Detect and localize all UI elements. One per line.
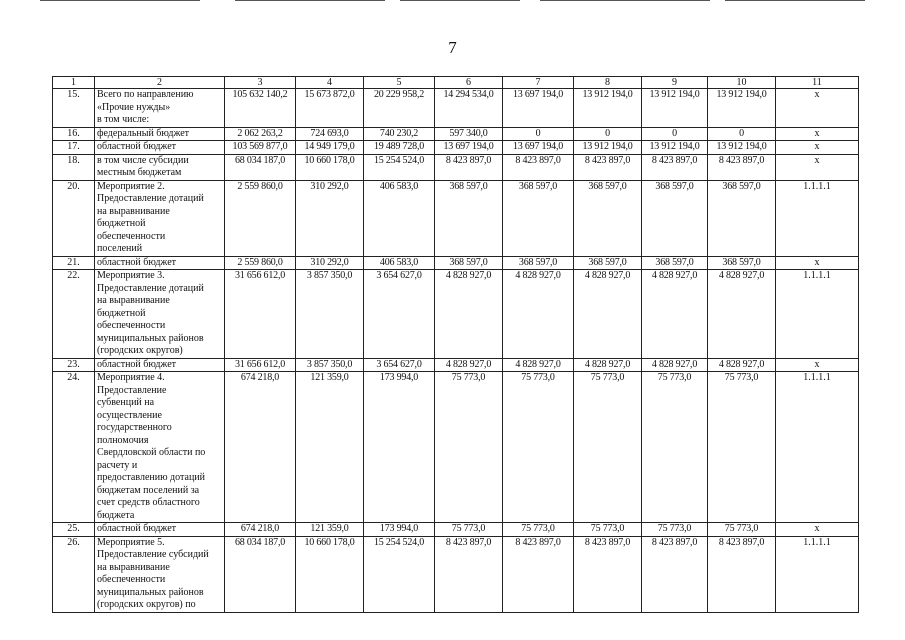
row-name: областной бюджет	[95, 141, 225, 155]
row-value: 2 062 263,2	[225, 127, 296, 141]
row-value: 8 423 897,0	[642, 154, 708, 180]
row-value: 368 597,0	[708, 256, 776, 270]
row-value: 3 654 627,0	[364, 358, 435, 372]
row-value: 103 569 877,0	[225, 141, 296, 155]
row-value: 75 773,0	[435, 523, 503, 537]
row-value: 8 423 897,0	[574, 154, 642, 180]
row-number: 15.	[53, 89, 95, 128]
row-value: 3 857 350,0	[296, 358, 364, 372]
row-value: 13 697 194,0	[503, 89, 574, 128]
row-value: 4 828 927,0	[574, 358, 642, 372]
row-value: 0	[574, 127, 642, 141]
row-value: 368 597,0	[503, 180, 574, 256]
row-name: Мероприятие 2. Предоставление дотаций на выравнивание бюджетной обеспеченности поселений	[95, 180, 225, 256]
row-value: 31 656 612,0	[225, 358, 296, 372]
row-value: 13 912 194,0	[708, 141, 776, 155]
row-value: 4 828 927,0	[642, 358, 708, 372]
row-value: 20 229 958,2	[364, 89, 435, 128]
row-value: 674 218,0	[225, 523, 296, 537]
row-code: x	[776, 89, 859, 128]
row-value: 31 656 612,0	[225, 270, 296, 359]
row-value: 406 583,0	[364, 256, 435, 270]
column-number: 9	[642, 77, 708, 89]
row-code: 1.1.1.1	[776, 372, 859, 523]
row-value: 4 828 927,0	[708, 270, 776, 359]
row-value: 368 597,0	[708, 180, 776, 256]
row-value: 4 828 927,0	[708, 358, 776, 372]
row-value: 368 597,0	[435, 180, 503, 256]
row-value: 8 423 897,0	[435, 536, 503, 612]
row-value: 4 828 927,0	[435, 270, 503, 359]
row-value: 10 660 178,0	[296, 536, 364, 612]
row-value: 75 773,0	[574, 372, 642, 523]
row-number: 20.	[53, 180, 95, 256]
row-value: 368 597,0	[574, 180, 642, 256]
row-value: 368 597,0	[435, 256, 503, 270]
row-name: Всего по направлению «Прочие нужды» в том числе:	[95, 89, 225, 128]
row-value: 597 340,0	[435, 127, 503, 141]
row-name: Мероприятие 4. Предоставление субвенций на осуществление государственного полномочия Свердловской области по расчету и предоставлению дотаций бюджетам поселений за счет средств областного бюджета	[95, 372, 225, 523]
row-value: 8 423 897,0	[708, 536, 776, 612]
row-code: x	[776, 256, 859, 270]
row-value: 724 693,0	[296, 127, 364, 141]
row-value: 75 773,0	[503, 523, 574, 537]
row-number: 25.	[53, 523, 95, 537]
table-row	[53, 358, 859, 372]
row-name: в том числе субсидии местным бюджетам	[95, 154, 225, 180]
table-row	[53, 141, 859, 155]
row-value: 68 034 187,0	[225, 154, 296, 180]
column-number: 6	[435, 77, 503, 89]
row-value: 2 559 860,0	[225, 256, 296, 270]
row-value: 121 359,0	[296, 523, 364, 537]
row-value: 2 559 860,0	[225, 180, 296, 256]
column-number: 11	[776, 77, 859, 89]
table-row	[53, 372, 859, 523]
column-number: 8	[574, 77, 642, 89]
row-value: 0	[503, 127, 574, 141]
table-row	[53, 154, 859, 180]
row-code: 1.1.1.1	[776, 270, 859, 359]
row-value: 15 254 524,0	[364, 536, 435, 612]
row-value: 121 359,0	[296, 372, 364, 523]
table-row	[53, 89, 859, 128]
row-name: областной бюджет	[95, 256, 225, 270]
row-value: 310 292,0	[296, 256, 364, 270]
row-code: x	[776, 523, 859, 537]
table-row	[53, 270, 859, 359]
table-row	[53, 180, 859, 256]
row-code: 1.1.1.1	[776, 180, 859, 256]
row-value: 368 597,0	[642, 256, 708, 270]
row-number: 23.	[53, 358, 95, 372]
table-row	[53, 256, 859, 270]
row-number: 24.	[53, 372, 95, 523]
row-value: 3 654 627,0	[364, 270, 435, 359]
row-value: 105 632 140,2	[225, 89, 296, 128]
row-value: 15 673 872,0	[296, 89, 364, 128]
row-value: 75 773,0	[708, 523, 776, 537]
column-number: 4	[296, 77, 364, 89]
row-value: 75 773,0	[435, 372, 503, 523]
row-value: 13 912 194,0	[708, 89, 776, 128]
row-value: 75 773,0	[642, 523, 708, 537]
row-value: 8 423 897,0	[708, 154, 776, 180]
row-value: 368 597,0	[574, 256, 642, 270]
row-name: областной бюджет	[95, 358, 225, 372]
row-value: 75 773,0	[708, 372, 776, 523]
row-value: 8 423 897,0	[642, 536, 708, 612]
table-body	[53, 89, 859, 613]
row-value: 368 597,0	[503, 256, 574, 270]
row-number: 22.	[53, 270, 95, 359]
row-value: 75 773,0	[503, 372, 574, 523]
row-value: 75 773,0	[574, 523, 642, 537]
row-number: 18.	[53, 154, 95, 180]
row-value: 740 230,2	[364, 127, 435, 141]
row-value: 4 828 927,0	[574, 270, 642, 359]
row-value: 310 292,0	[296, 180, 364, 256]
column-number: 7	[503, 77, 574, 89]
row-name: Мероприятие 3. Предоставление дотаций на выравнивание бюджетной обеспеченности муниципальных районов (городских округов)	[95, 270, 225, 359]
row-value: 14 294 534,0	[435, 89, 503, 128]
row-value: 0	[708, 127, 776, 141]
table-row	[53, 127, 859, 141]
row-value: 13 912 194,0	[574, 141, 642, 155]
row-value: 4 828 927,0	[642, 270, 708, 359]
row-value: 19 489 728,0	[364, 141, 435, 155]
page-number: 7	[448, 38, 457, 57]
row-value: 13 912 194,0	[642, 89, 708, 128]
row-code: x	[776, 358, 859, 372]
column-number-row	[53, 77, 859, 89]
row-value: 13 697 194,0	[503, 141, 574, 155]
row-number: 16.	[53, 127, 95, 141]
row-name: областной бюджет	[95, 523, 225, 537]
row-value: 368 597,0	[642, 180, 708, 256]
row-value: 15 254 524,0	[364, 154, 435, 180]
row-value: 406 583,0	[364, 180, 435, 256]
row-code: x	[776, 154, 859, 180]
row-number: 17.	[53, 141, 95, 155]
row-number: 21.	[53, 256, 95, 270]
row-value: 68 034 187,0	[225, 536, 296, 612]
table-row	[53, 536, 859, 612]
column-number: 3	[225, 77, 296, 89]
row-value: 4 828 927,0	[503, 358, 574, 372]
table-row	[53, 523, 859, 537]
row-value: 8 423 897,0	[574, 536, 642, 612]
column-number: 5	[364, 77, 435, 89]
row-value: 4 828 927,0	[503, 270, 574, 359]
row-value: 13 912 194,0	[642, 141, 708, 155]
column-number: 1	[53, 77, 95, 89]
column-number: 10	[708, 77, 776, 89]
row-name: Мероприятие 5. Предоставление субсидий на выравнивание обеспеченности муниципальных районов (городских округов) по	[95, 536, 225, 612]
row-value: 173 994,0	[364, 523, 435, 537]
row-value: 8 423 897,0	[503, 536, 574, 612]
row-value: 10 660 178,0	[296, 154, 364, 180]
row-number: 26.	[53, 536, 95, 612]
row-code: 1.1.1.1	[776, 536, 859, 612]
row-value: 0	[642, 127, 708, 141]
column-number: 2	[95, 77, 225, 89]
row-value: 4 828 927,0	[435, 358, 503, 372]
row-code: x	[776, 127, 859, 141]
row-value: 13 697 194,0	[435, 141, 503, 155]
row-value: 3 857 350,0	[296, 270, 364, 359]
row-value: 8 423 897,0	[435, 154, 503, 180]
top-scan-rule	[0, 0, 905, 2]
row-value: 13 912 194,0	[574, 89, 642, 128]
row-value: 14 949 179,0	[296, 141, 364, 155]
row-value: 8 423 897,0	[503, 154, 574, 180]
row-value: 674 218,0	[225, 372, 296, 523]
row-value: 75 773,0	[642, 372, 708, 523]
row-code: x	[776, 141, 859, 155]
budget-table	[52, 76, 859, 613]
row-name: федеральный бюджет	[95, 127, 225, 141]
row-value: 173 994,0	[364, 372, 435, 523]
